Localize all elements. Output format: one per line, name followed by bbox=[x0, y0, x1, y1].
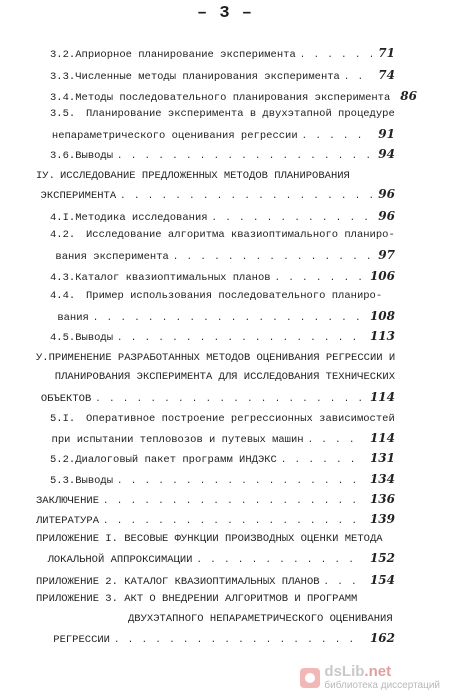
toc-entry bbox=[50, 270, 395, 285]
toc-entry-title: Пример использования последовательного планиро- bbox=[86, 290, 383, 302]
leader-dots bbox=[300, 49, 373, 62]
page-number: – 3 – bbox=[196, 4, 253, 23]
toc-entry bbox=[50, 108, 395, 121]
toc-entry-number: IУ. bbox=[36, 170, 55, 182]
toc-entry-page: 108 bbox=[369, 309, 395, 323]
toc-entry-page: 96 bbox=[378, 209, 395, 223]
leader-dots bbox=[308, 434, 364, 447]
toc-entry-title: Априорное планирование эксперимента bbox=[75, 49, 296, 61]
toc-entry-title: Каталог квазиоптимальных планов bbox=[75, 272, 271, 284]
watermark-brand: dsLib.net bbox=[324, 663, 392, 680]
toc-entry bbox=[36, 371, 395, 384]
toc-entry-title: вания bbox=[57, 312, 89, 324]
leader-dots bbox=[95, 393, 364, 406]
leader-dots bbox=[117, 475, 364, 488]
toc-entry bbox=[50, 47, 395, 62]
toc-entry-title: ЛОКАЛЬНОЙ АППРОКСИМАЦИИ bbox=[47, 554, 193, 566]
toc-entry bbox=[36, 188, 395, 203]
toc-entry bbox=[50, 210, 395, 225]
toc-entry bbox=[36, 552, 395, 567]
toc-entry bbox=[50, 432, 395, 447]
toc-entry bbox=[50, 290, 395, 303]
toc-entry-title: ИССЛЕДОВАНИЕ ПРЕДЛОЖЕННЫХ МЕТОДОВ ПЛАНИРОВАНИЯ bbox=[60, 170, 350, 182]
leader-dots bbox=[114, 634, 364, 647]
toc-entry bbox=[36, 352, 395, 365]
toc-entry-title: Диалоговый пакет программ ИНДЭКС bbox=[75, 454, 277, 466]
leader-dots bbox=[173, 251, 372, 264]
toc-entry bbox=[50, 148, 395, 163]
toc-entry-title: ПРИМЕНЕНИЕ РАЗРАБОТАННЫХ МЕТОДОВ ОЦЕНИВАНИЯ РЕГРЕССИИ И bbox=[48, 352, 396, 364]
toc-entry bbox=[36, 170, 395, 183]
toc-entry-title: Оперативное построение регрессионных зависимостей bbox=[86, 413, 395, 425]
toc-entry-page: 114 bbox=[369, 390, 395, 404]
toc-entry bbox=[36, 533, 395, 546]
toc-entry-title: ДВУХЭТАПНОГО НЕПАРАМЕТРИЧЕСКОГО ОЦЕНИВАНИЯ bbox=[128, 613, 393, 625]
toc-entry bbox=[36, 574, 395, 589]
toc-entry bbox=[36, 613, 395, 626]
toc-entry-title: при испытании тепловозов и путевых машин bbox=[51, 434, 304, 446]
toc-entry-number: 5.2. bbox=[50, 454, 76, 466]
toc-entry-page: 152 bbox=[369, 551, 395, 565]
leader-dots bbox=[197, 554, 364, 567]
toc-entry bbox=[36, 593, 395, 606]
toc-entry-page: 134 bbox=[369, 472, 395, 486]
toc-entry-number: 3.6. bbox=[50, 150, 76, 162]
toc-entry bbox=[50, 128, 395, 143]
toc-entry-page: 106 bbox=[369, 269, 395, 283]
leader-dots bbox=[212, 212, 373, 225]
toc-entry-number: 4.I. bbox=[50, 212, 76, 224]
toc-entry bbox=[50, 413, 395, 426]
toc-entry bbox=[50, 229, 395, 242]
toc-entry-title: Выводы bbox=[75, 332, 114, 344]
toc-entry-number: 4.2. bbox=[50, 229, 76, 241]
leader-dots bbox=[103, 495, 364, 508]
toc-entry bbox=[36, 493, 395, 508]
leader-dots bbox=[302, 130, 373, 143]
toc-entry-title: РЕГРЕССИИ bbox=[53, 634, 110, 646]
toc-entry-title: ЗАКЛЮЧЕНИЕ bbox=[36, 495, 100, 507]
toc-entry-number: У. bbox=[36, 352, 49, 364]
toc-entry-page: 96 bbox=[378, 187, 395, 201]
toc-entry-title: ЭКСПЕРИМЕНТА bbox=[40, 190, 117, 202]
dslib-logo-icon bbox=[300, 668, 320, 688]
toc-entry-number: 3.2. bbox=[50, 49, 76, 61]
leader-dots bbox=[275, 272, 364, 285]
leader-dots bbox=[103, 515, 364, 528]
leader-dots bbox=[120, 190, 372, 203]
toc-entry-title: ПРИЛОЖЕНИЕ I. ВЕСОВЫЕ ФУНКЦИИ ПРОИЗВОДНЫХ ОЦЕНКИ МЕТОДА bbox=[36, 533, 383, 545]
leader-dots bbox=[93, 312, 364, 325]
toc-entry-number: 3.5. bbox=[50, 108, 76, 120]
toc-entry-page: 162 bbox=[369, 631, 395, 645]
toc-entry-page: 114 bbox=[369, 431, 395, 445]
toc-entry-number: 5.3. bbox=[50, 475, 76, 487]
toc-entry-page: 113 bbox=[369, 329, 395, 343]
toc-entry-title: ЛИТЕРАТУРА bbox=[36, 515, 100, 527]
toc-entry bbox=[36, 391, 395, 406]
toc-entry-number: 3.4. bbox=[50, 92, 76, 104]
toc-entry bbox=[50, 330, 395, 345]
leader-dots bbox=[344, 71, 372, 84]
toc-entry-page: 139 bbox=[369, 512, 395, 526]
toc-entry-title: ПРИЛОЖЕНИЕ 2. КАТАЛОГ КВАЗИОПТИМАЛЬНЫХ ПЛАНОВ bbox=[36, 576, 320, 588]
toc-entry bbox=[36, 632, 395, 647]
toc-entry-title: Планирование эксперимента в двухэтапной процедуре bbox=[86, 108, 395, 120]
toc-entry-title: Методика исследования bbox=[75, 212, 208, 224]
toc-entry-number: 4.5. bbox=[50, 332, 76, 344]
toc-entry-number: 3.3. bbox=[50, 71, 76, 83]
leader-dots bbox=[117, 332, 364, 345]
toc-entry-page: 154 bbox=[369, 573, 395, 587]
toc-entry-page: 91 bbox=[378, 127, 395, 141]
toc-entry-page: 94 bbox=[378, 147, 395, 161]
toc-entry-page: 71 bbox=[378, 46, 395, 60]
toc-entry-title: Выводы bbox=[75, 150, 114, 162]
leader-dots bbox=[117, 150, 372, 163]
toc-entry-page: 131 bbox=[369, 451, 395, 465]
toc-entry-page: 136 bbox=[369, 492, 395, 506]
toc-entry-title: вания эксперимента bbox=[55, 251, 169, 263]
toc-entry-title: Численные методы планирования эксперимента bbox=[75, 71, 340, 83]
toc-entry bbox=[50, 89, 417, 105]
toc-entry-number: 4.4. bbox=[50, 290, 76, 302]
toc-entry-page: 74 bbox=[378, 68, 395, 82]
toc-entry-page: 86 bbox=[400, 89, 417, 103]
toc-entry bbox=[50, 452, 395, 467]
toc-entry-number: 5.I. bbox=[50, 413, 76, 425]
toc-entry-title: непараметрического оценивания регрессии bbox=[51, 130, 298, 142]
toc-entry-title: ОБЪЕКТОВ bbox=[40, 393, 92, 405]
leader-dots bbox=[281, 454, 364, 467]
toc-entry bbox=[36, 513, 395, 528]
toc-entry-title: Методы последовательного планирования эксперимента bbox=[75, 92, 391, 104]
leader-dots bbox=[324, 576, 364, 589]
toc-entry bbox=[50, 249, 395, 264]
toc-entry bbox=[50, 310, 395, 325]
toc-entry bbox=[50, 473, 395, 488]
watermark-tagline: библиотека диссертаций bbox=[324, 680, 440, 691]
toc-entry-title: ПЛАНИРОВАНИЯ ЭКСПЕРИМЕНТА ДЛЯ ИССЛЕДОВАНИЯ ТЕХНИЧЕСКИХ bbox=[54, 371, 395, 383]
toc-entry-number: 4.3. bbox=[50, 272, 76, 284]
toc-entry-title: Выводы bbox=[75, 475, 114, 487]
toc-entry-title: Исследование алгоритма квазиоптимального планиро- bbox=[86, 229, 395, 241]
watermark bbox=[300, 664, 440, 692]
toc-entry-page: 97 bbox=[378, 248, 395, 262]
toc-entry-title: ПРИЛОЖЕНИЕ 3. АКТ О ВНЕДРЕНИИ АЛГОРИТМОВ И ПРОГРАММ bbox=[36, 593, 358, 605]
toc-entry bbox=[50, 69, 395, 84]
